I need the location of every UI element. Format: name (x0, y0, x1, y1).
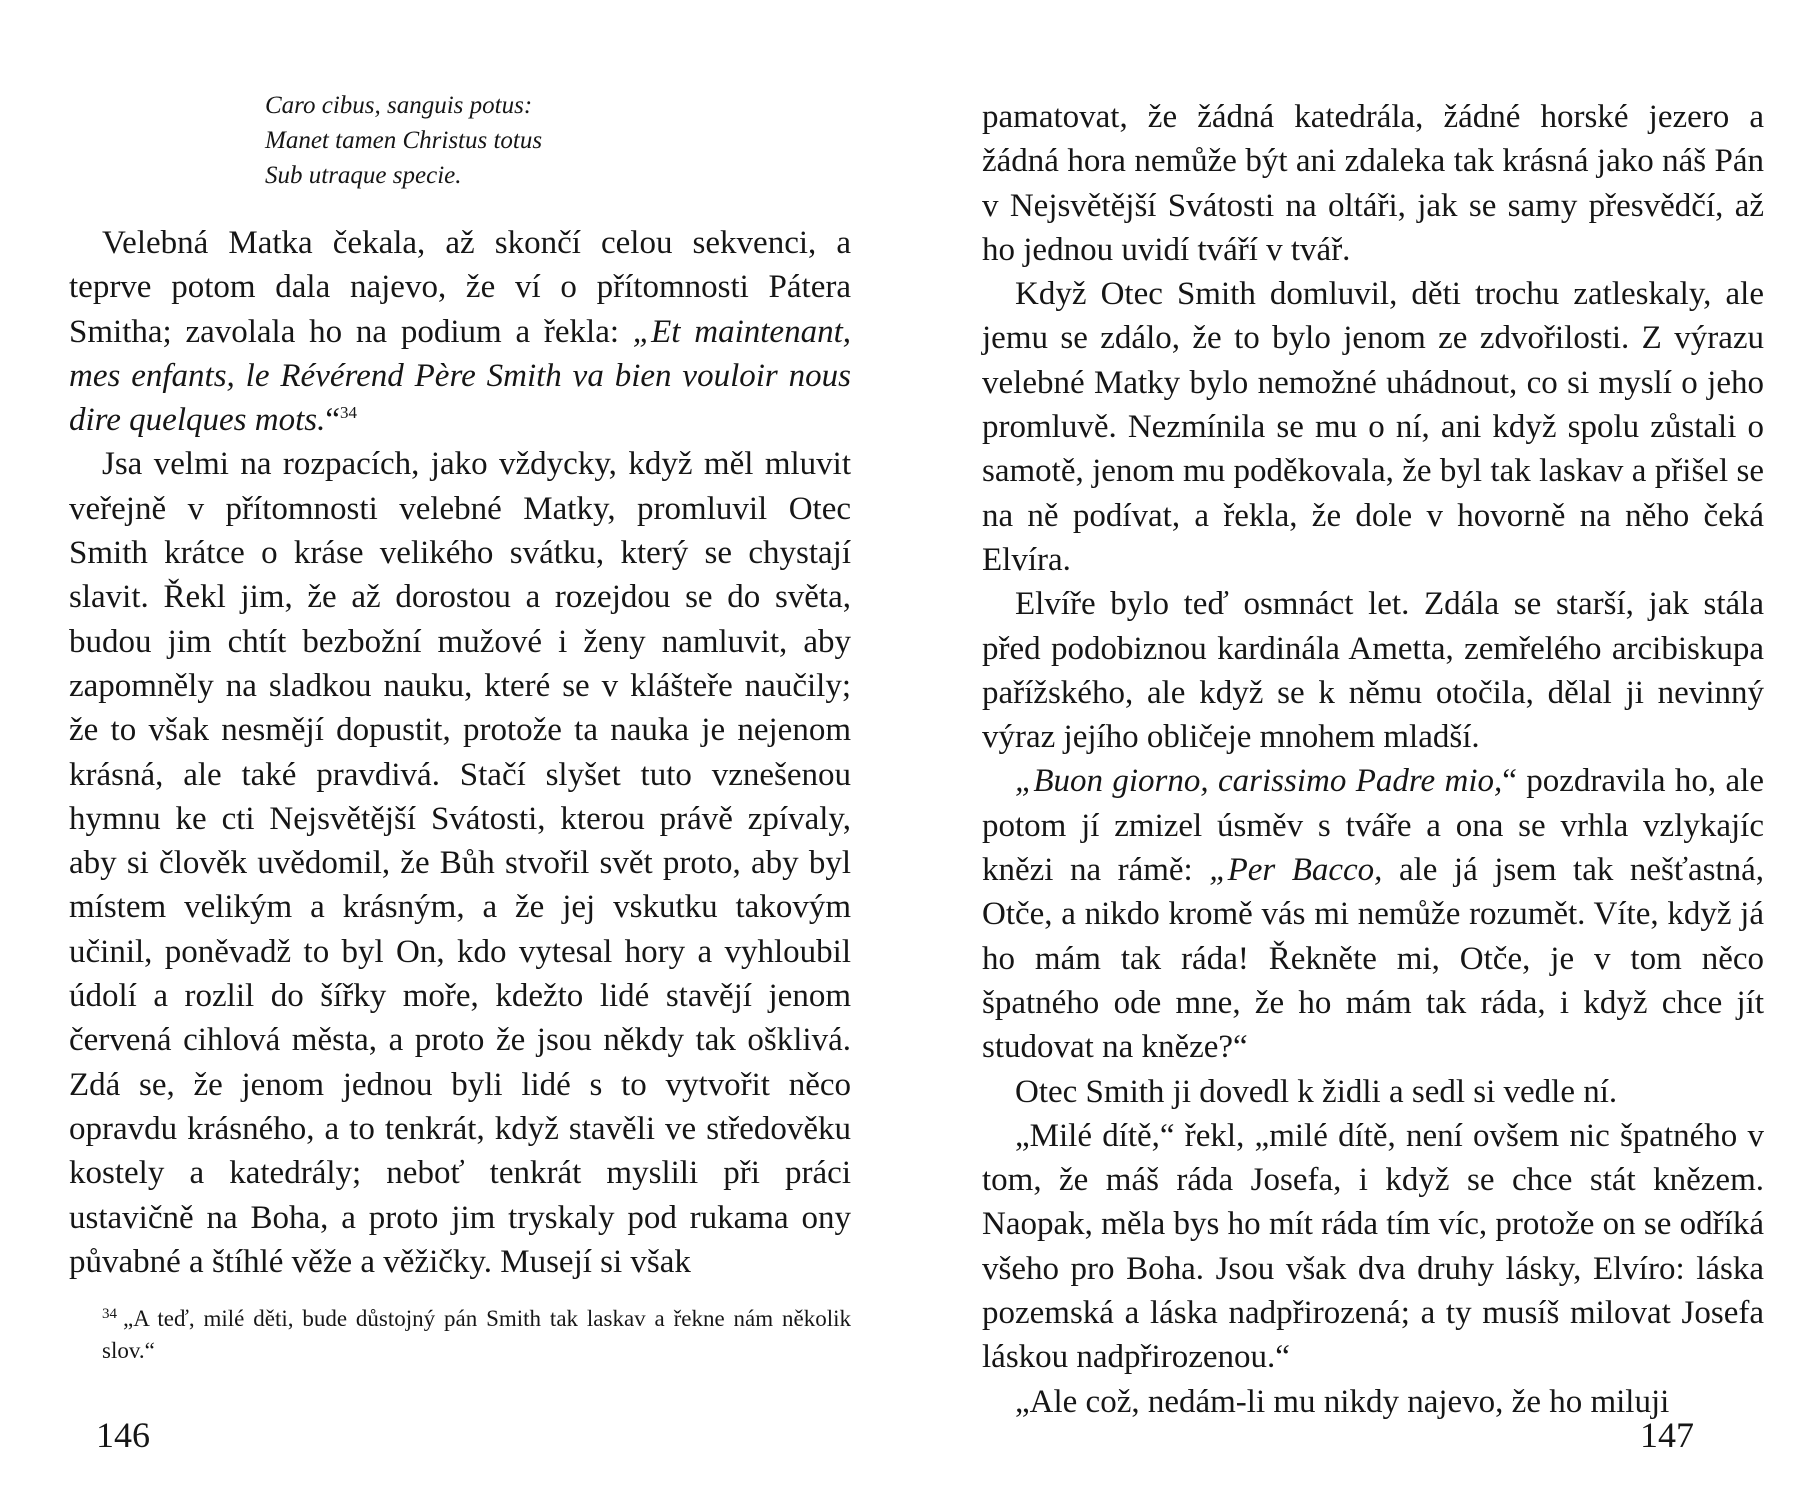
italian-greeting: „Buon giorno, carissimo Padre mio, (1015, 763, 1503, 800)
closing-quote-mark: “ (325, 402, 340, 439)
left-body-text (69, 221, 851, 1284)
right-body-text (982, 95, 1764, 1424)
right-page (906, 0, 1812, 1501)
right-page-column (982, 95, 1764, 1424)
page-number: 146 (96, 1415, 150, 1455)
paragraph: Elvíře bylo teď osmnáct let. Zdála se starší, jak stála před podobiznou kardinála Ametta, zemřelého arcibiskupa pařížského, ale když se k němu otočila, dělal ji nevinný výraz jejího obličeje mnohem mladší. (982, 586, 1764, 756)
page-number: 147 (1640, 1415, 1694, 1455)
paragraph: Jsa velmi na rozpacích, jako vždycky, když měl mluvit veřejně v přítomnosti velebné Matky, promluvil Otec Smith krátce o kráse velikého svátku, který se chystají slavit. Řekl jim, že až dorostou a rozejdou se do světa, budou jim chtít bezbožní mužové i ženy namluvit, aby zapomněly na sladkou nauku, které se v klášteře naučily; že to však nesmějí dopustit, protože ta nauka je nejenom krásná, ale také pravdivá. Stačí slyšet tuto vznešenou hymnu ke cti Nejsvětější Svátosti, kterou právě zpívaly, aby si člověk uvědomil, že Bůh stvořil svět proto, aby byl místem velikým a krásným, a že jej vskutku takovým učinil, poněvadž to byl On, kdo vytesal hory a vyhloubil údolí a rozlil do šířky moře, kdežto lidé stavějí jenom červená cihlová města, a proto že jsou někdy tak ošklivá. Zdá se, že jenom jednou byli lidé s to vytvořit něco opravdu krásného, a to tenkrát, když stavěli ve středověku kostely a katedrály; neboť tenkrát myslili při práci ustavičně na Boha, a proto jim tryskaly pod rukama ony půvabné a štíhlé věže a věžičky. Musejí si však (69, 446, 851, 1280)
footnote (69, 1298, 851, 1367)
paragraph: „Ale což, nedám-li mu nikdy najevo, že ho miluji (1015, 1383, 1670, 1420)
continued-paragraph: pamatovat, že žádná katedrála, žádné horské jezero a žádná hora nemůže být ani zdaleka tak krásná jako náš Pán v Nejsvětější Svátosti na oltáři, jak se samy přesvědčí, až ho jednou uvidí tváří v tvář. (982, 99, 1764, 268)
verse-line-2: Manet tamen Christus totus (265, 127, 543, 154)
left-page-column (69, 88, 851, 1367)
verse-line-3: Sub utraque specie. (265, 162, 462, 189)
paragraph: Otec Smith ji dovedl k židli a sedl si vedle ní. (1015, 1073, 1618, 1110)
footnote-text: „A teď, milé děti, bude důstojný pán Smith tak laskav a řekne nám několik slov.“ (102, 1306, 851, 1364)
paragraph-text: “ pozdravila ho, ale potom jí zmizel úsměv s tváře a ona se vrhla vzlykajíc knězi na rámě: (982, 763, 1764, 889)
footnote-number: 34 (102, 1306, 117, 1323)
paragraph-text: Velebná Matka čekala, až skončí celou sekvenci, a teprve potom dala najevo, že ví o přítomnosti Pátera Smitha; zavolala ho na podium a řekla: (69, 225, 851, 350)
paragraph-text: ale já jsem tak nešťastná, Otče, a nikdo kromě vás mi nemůže rozumět. Víte, když já ho mám tak ráda! Řekněte mi, Otče, je v tom něco špatného ode mne, že ho mám tak ráda, i když chce jít studovat na kněze?“ (982, 852, 1764, 1066)
paragraph (69, 221, 851, 442)
footnote-reference: 34 (340, 403, 357, 423)
french-quote: „Et maintenant, mes enfants, le Révérend Père Smith va bien vouloir nous dire quelques mots. (69, 313, 851, 439)
latin-verse (265, 88, 851, 193)
paragraph (982, 759, 1764, 1069)
verse-line-1: Caro cibus, sanguis potus: (265, 92, 533, 119)
paragraph: „Milé dítě,“ řekl, „milé dítě, není ovšem nic špatného v tom, že máš ráda Josefa, i když se chce stát knězem. Naopak, měla bys ho mít ráda tím víc, protože on se odříká všeho pro Boha. Jsou však dva druhy lásky, Elvíro: láska pozemská a láska nadpřirozená; a ty musíš milovat Josefa láskou nadpřirozenou.“ (982, 1117, 1764, 1376)
paragraph: Když Otec Smith domluvil, děti trochu zatleskaly, ale jemu se zdálo, že to bylo jenom ze zdvořilosti. Z výrazu velebné Matky bylo nemožné uhádnout, co si myslí o jeho promluvě. Nezmínila se mu o ní, ani když spolu zůstali o samotě, jenom mu poděkovala, že byl tak laskav a přišel se na ně podívat, a řekla, že dole v hovorně na něho čeká Elvíra. (982, 276, 1764, 578)
italian-exclamation: „Per Bacco, (1209, 852, 1383, 889)
